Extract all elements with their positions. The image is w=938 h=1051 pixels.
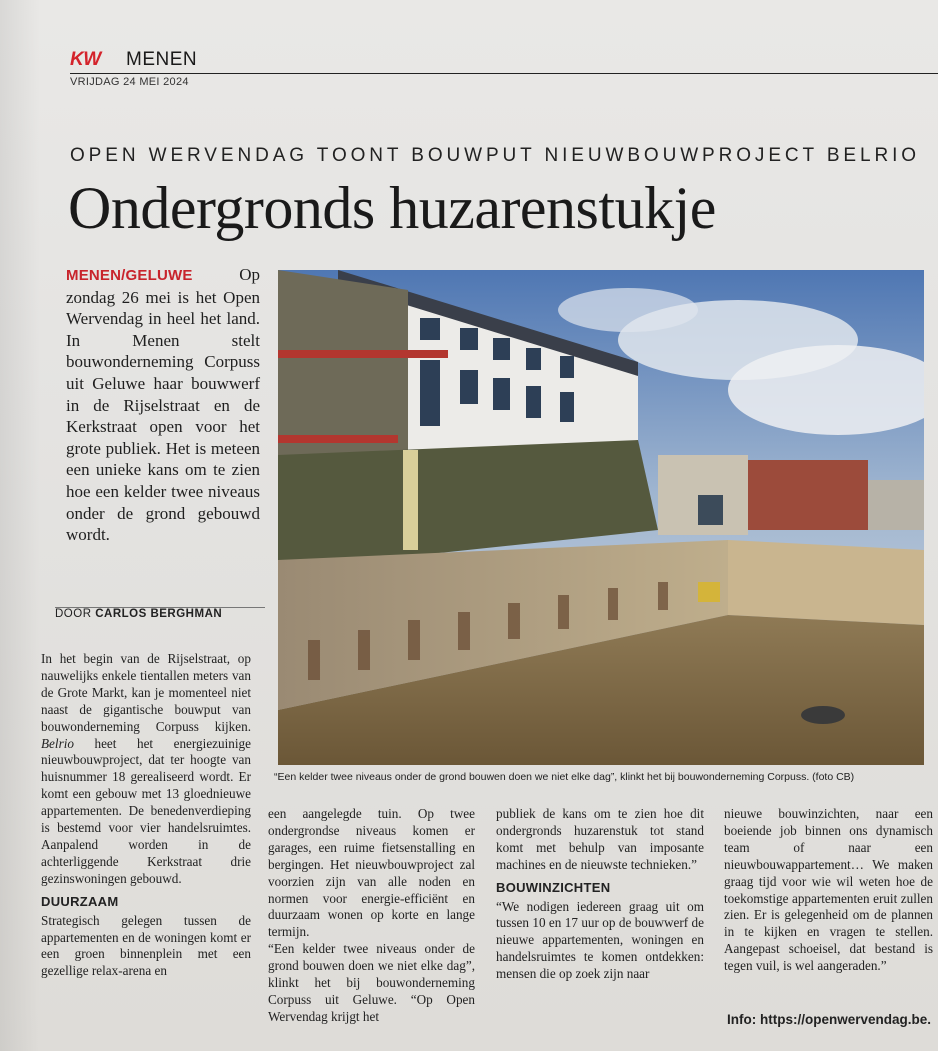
col3-paragraph-1: publiek de kans om te zien hoe dit ondergronds huzarenstuk tot stand komt met behulp van imposante machines en de nieuwste technieken.”	[496, 806, 704, 872]
photo-caption: “Een kelder twee niveaus onder de grond bouwen doen we niet elke dag”, klinkt het bij bouwonderneming Corpuss. (foto CB)	[274, 771, 855, 783]
brand-logo: KW	[70, 49, 101, 70]
issue-date: VRIJDAG 24 MEI 2024	[70, 76, 189, 88]
col1-text-a: In het begin van de Rijselstraat, op nauwelijks enkele tientallen meters van de Grote Markt, kan je momenteel niet naast de gigantische bouwput van bouwonderneming Corpuss kijken.	[41, 651, 251, 734]
section-name: MENEN	[126, 49, 198, 70]
article-column-3	[496, 806, 704, 983]
article-column-1	[41, 651, 251, 980]
byline-prefix: DOOR	[55, 608, 96, 620]
col2-paragraph-2: “Een kelder twee niveaus onder de grond bouwen doen we niet elke dag”, klinkt het bij bouwonderneming Corpuss uit Geluwe. “Op Open Wervendag krijgt het	[268, 941, 475, 1024]
col4-paragraph-1: nieuwe bouwinzichten, naar een boeiende job binnen ons dynamisch team of naar een nieuwbouwappartement… We maken graag tijd voor wie wil weten hoe de toekomstige appartementen eruit zullen zien. Er is gelegenheid om de plannen in te kijken en vragen te stellen. Aangepast schoeisel, dat bestand is tegen vuil, is wel aangeraden.”	[724, 806, 933, 974]
article-headline: Ondergronds huzarenstukje	[68, 175, 716, 241]
masthead	[70, 47, 938, 74]
subheading-bouwinzichten: BOUWINZICHTEN	[496, 879, 611, 895]
col3-paragraph-2: “We nodigen iedereen graag uit om tussen 10 en 17 uur op de bouwwerf de nieuwe appartementen, woningen en handelsruimtes te komen ontdekken: mensen die op zoek zijn naar	[496, 898, 704, 982]
byline-author: CARLOS BERGHMAN	[95, 608, 223, 620]
subheading-duurzaam: DUURZAAM	[41, 893, 119, 909]
article-intro	[66, 264, 260, 546]
col1-paragraph	[41, 651, 251, 888]
page-shadow	[0, 0, 40, 1051]
project-name: Belrio	[41, 735, 74, 751]
intro-location: MENEN/GELUWE	[66, 267, 193, 284]
article-column-2	[268, 806, 475, 1026]
byline	[55, 607, 265, 620]
construction-site-photo	[278, 270, 924, 765]
article-kicker: OPEN WERVENDAG TOONT BOUWPUT NIEUWBOUWPROJECT BELRIO	[70, 145, 920, 166]
col1-text-b: heet het energiezuinige nieuwbouwproject, dat ter hoogte van huisnummer 18 gerealiseerd wordt. Er komt een gebouw met 13 gloednieuwe appartementen. De benedenverdieping is bestemd voor vier handelsruimtes. Aanpalend worden in de achterliggende Kerkstraat drie gezinswoningen gebouwd.	[41, 735, 251, 886]
col2-paragraph-1: een aangelegde tuin. Op twee ondergrondse niveaus komen er garages, een ruime fietsenstalling en bergingen. Het nieuwbouwproject zal voorzien zijn van alle noden en normen voor energie-efficiënt en duurzaam wonen op korte en lange termijn.	[268, 806, 475, 940]
intro-text: Op zondag 26 mei is het Open Wervendag in heel het land. In Menen stelt bouwonderneming Corpuss uit Geluwe haar bouwwerf in de Rijselstraat en de Kerkstraat open voor het grote publiek. Het is meteen een unieke kans om te zien hoe een kelder twee niveaus onder de grond gebouwd wordt.	[66, 265, 260, 545]
col1-paragraph-2: Strategisch gelegen tussen de appartementen en de woningen komt er een groen binnenplein met een gezellige relax-arena en	[41, 912, 251, 979]
article-column-4	[724, 806, 933, 975]
info-link[interactable]: Info: https://openwervendag.be.	[727, 1012, 932, 1027]
